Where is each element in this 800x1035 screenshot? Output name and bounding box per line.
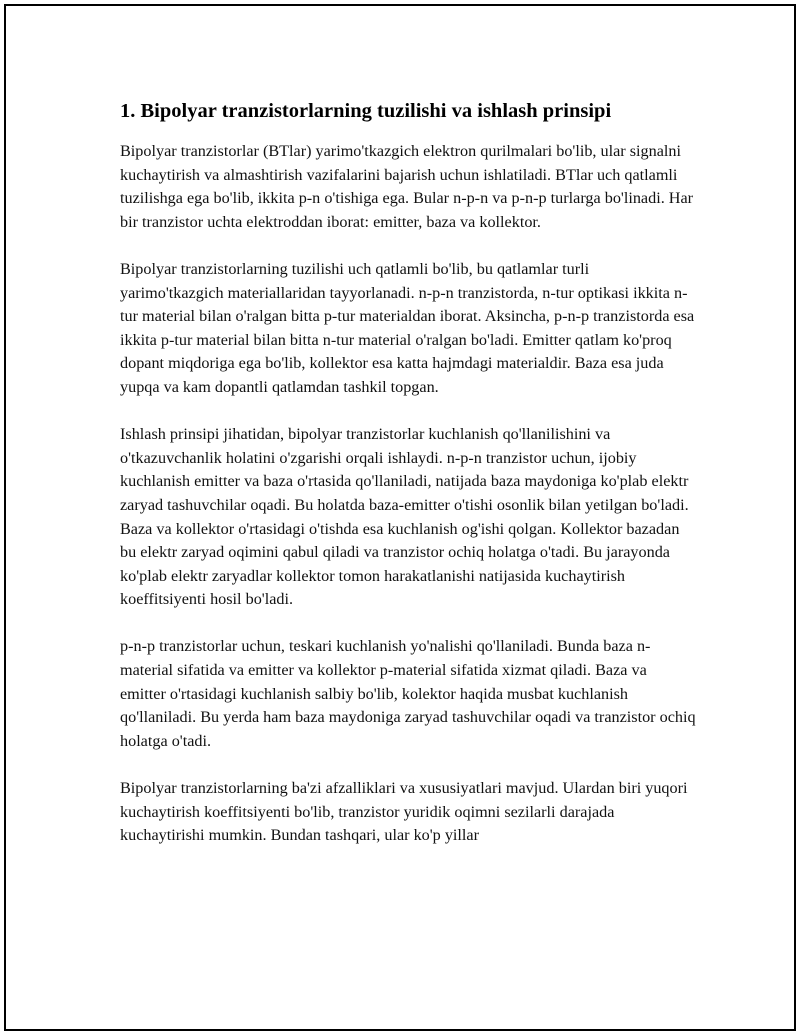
paragraph-4: p-n-p tranzistorlar uchun, teskari kuchlanish yo'nalishi qo'llaniladi. Bunda baza n-material sifatida va emitter va kollektor p-material sifatida xizmat qiladi. Baza va emitter o'rtasidagi kuchlanish salbiy bo'lib, kolektor haqida musbat kuchlanish qo'llaniladi. Bu yerda ham baza maydoniga zaryad tashuvchilar oqadi va tranzistor ochiq holatga o'tadi. — [120, 637, 696, 750]
paragraph-2: Bipolyar tranzistorlarning tuzilishi uch qatlamli bo'lib, bu qatlamlar turli yarimo'tkazgich materiallaridan tayyorlanadi. n-p-n tranzistorda, n-tur optikasi ikkita n-tur material bilan o'ralgan bitta p-tur materialdan iborat. Aksincha, p-n-p tranzistorda esa ikkita p-tur material bilan bitta n-tur material o'ralgan bo'ladi. Emitter qatlam ko'proq dopant miqdoriga ega bo'lib, kollektor esa katta hajmdagi materialdir. Baza esa juda yupqa va kam dopantli qatlamdan tashkil topgan. — [120, 259, 695, 396]
paragraph-5: Bipolyar tranzistorlarning ba'zi afzalliklari va xususiyatlari mavjud. Ulardan biri yuqori kuchaytirish koeffitsiyenti bo'lib, tranzistor yuridik oqimni sezilarli darajada kuchaytirishi mumkin. Bundan tashqari, ular ko'p yillar — [120, 779, 688, 845]
document-body — [120, 98, 696, 871]
paragraph-3: Ishlash prinsipi jihatidan, bipolyar tranzistorlar kuchlanish qo'llanilishini va o'tkazuvchanlik holatini o'zgarishi orqali ishlaydi. n-p-n tranzistor uchun, ijobiy kuchlanish emitter va baza o'rtasida qo'llaniladi, natijada baza maydoniga ko'plab elektr zaryad tashuvchilar oqadi. Bu holatda baza-emitter o'tishi osonlik bilan yetilgan bo'ladi. Baza va kollektor o'rtasidagi o'tishda esa kuchlanish og'ishi qolgan. Kollektor bazadan bu elektr zaryad oqimini qabul qiladi va tranzistor ochiq holatga o'tadi. Bu jarayonda ko'plab elektr zaryadlar kollektor tomon harakatlanishi natijasida kuchaytirish koeffitsiyenti hosil bo'ladi. — [120, 425, 689, 609]
paragraph-1: Bipolyar tranzistorlar (BTlar) yarimo'tkazgich elektron qurilmalari bo'lib, ular signalni kuchaytirish va almashtirish vazifalarini bajarish uchun ishlatiladi. BTlar uch qatlamli tuzilishga ega bo'lib, ikkita p-n o'tishiga ega. Bular n-p-n va p-n-p turlarga bo'linadi. Har bir tranzistor uchta elektroddan iborat: emitter, baza va kollektor. — [120, 142, 694, 231]
page-title: 1. Bipolyar tranzistorlarning tuzilishi va ishlash prinsipi — [120, 100, 612, 122]
document-page — [4, 4, 796, 1031]
